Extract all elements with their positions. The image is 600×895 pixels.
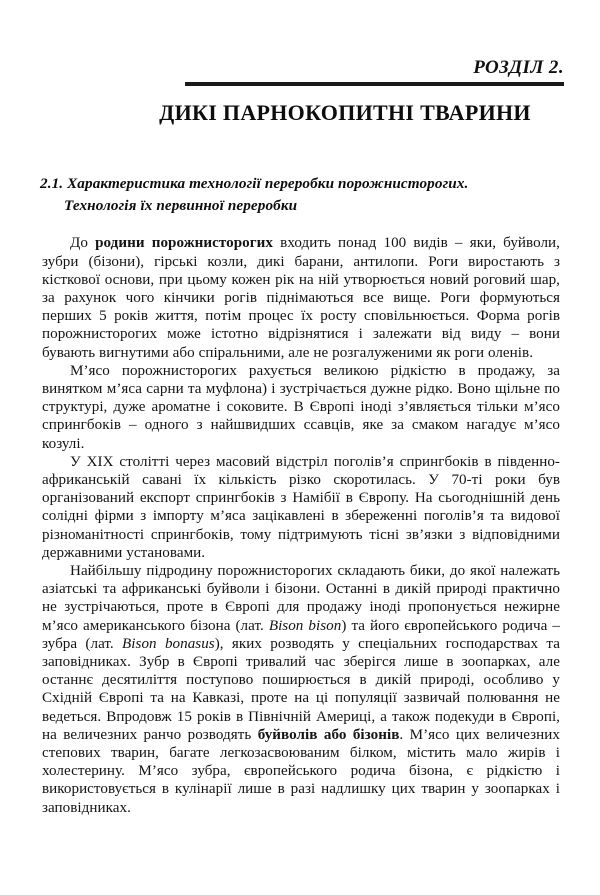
chapter-header (0, 0, 600, 125)
paragraph-4-segment-3: ), яких розводять у спеціальних господарствах та заповідниках. Зубр в Європі тривалий час зберігся лише в зоопарках, але останнє десятиліття поступово поширюється в дикій природі, особливо у Східній Європі та на Кавказі, проте на ці популяції зазвичай полювання не ведеться. Впродовж 15 років в Північній Америці, а також подекуди в Європі, на величезних ранчо розводять (42, 635, 560, 743)
paragraph-4 (42, 562, 560, 817)
paragraph-1-lead: До (70, 235, 96, 252)
section-heading (0, 173, 600, 216)
page-title: ДИКІ ПАРНОКОПИТНІ ТВАРИНИ (159, 99, 531, 125)
term-buyvoliv-abo-bizoniv: буйволів або бізонів (257, 726, 400, 743)
paragraph-4-segment-4: . М’ясо цих величезних степових тварин, багате легкозасвоюваним білком, містить мало жирів і холестерину. М’ясо зубра, європейського родича бізона, є рідкістю і використовується в кулінарії лише в разі надлишку цих тварин у зоопарках і заповідниках. (42, 726, 561, 816)
section-heading-line-1: 2.1. Характеристика технології переробки порожнисторогих. (40, 175, 469, 193)
body-copy (0, 234, 600, 817)
paragraph-1-rest: входить понад 100 видів – яки, буйволи, зубри (бізони), гірські козли, дикі барани, антилопи. Роги виростають з кісткової основи, при цьому кожен рік на ній утворюється новий роговий шар, за рахунок чого кінчики рогів піднімаються все вище. Роги формуються перших 5 років життя, потім процес їх росту сповільнюється. Форма рогів порожнисторогих може істотно відрізнятися і залежати від виду – вони бувають вигнутими або спіральними, але не розгалуженими як роги оленів. (42, 235, 560, 361)
latin-name-bison-bison: Bison bison (268, 617, 342, 634)
paragraph-3 (42, 453, 560, 562)
latin-name-bison-bonasus: Bison bonasus (122, 635, 215, 652)
paragraph-4-segment-2: ) та його європейського родича – зубра (лат. (42, 617, 560, 652)
paragraph-4-segment-1: Найбільшу підродину порожнисторогих складають бики, до якої належать азіатські та африканські буйволи і бізони. Останні в дикій природі практично не зустрічаються, проте в Європі для продажу іноді пропонується нежирне м’ясо американського бізона (лат. (42, 563, 560, 634)
header-divider-rule (185, 82, 564, 86)
paragraph-3-text: У XIX столітті через масовий відстріл поголів’я спрингбоків в південно-африканській савані їх кількість різко скоротилась. У 70-ті роки був організований експорт спрингбоків з Намібії в Європу. На сьогоднішній день солідні фірми з імпорту м’яса зацікавлені в збереженні поголів’я та видової різноманітності спрингбоків, тому підтримують тісні зв’язки з відповідними державними установами. (42, 453, 560, 561)
chapter-label: РОЗДІЛ 2. (473, 57, 564, 78)
paragraph-2 (42, 362, 560, 453)
term-rodyny-porozhnystorohyh: родини порожнисторогих (95, 235, 273, 252)
section-heading-line-2: Технологія їх первинної переробки (64, 196, 298, 214)
paragraph-2-text: М’ясо порожнисторогих рахується великою рідкістю в продажу, за винятком м’яса сарни та муфлона) і зустрічається дужне рідко. Воно щільне по структурі, дуже ароматне і соковите. В Європі іноді з’являється тільки м’ясо спрингбоків – одного з найшвидших ссавців, яке за смаком нагадує м’ясо козулі. (42, 362, 560, 452)
paragraph-1 (42, 234, 560, 361)
